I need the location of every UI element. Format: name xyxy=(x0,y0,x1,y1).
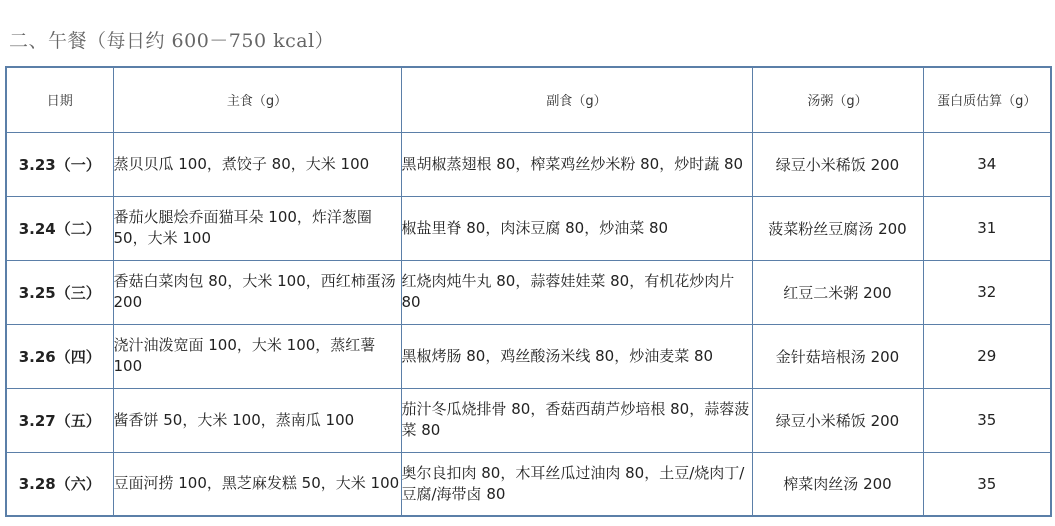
protein-cell: 35 xyxy=(923,388,1051,452)
soup-cell: 金针菇培根汤 200 xyxy=(752,324,923,388)
soup-cell: 红豆二米粥 200 xyxy=(752,260,923,324)
column-header-staple: 主食（g） xyxy=(113,67,401,132)
date-cell: 3.26（四） xyxy=(6,324,113,388)
staple-cell: 香菇白菜肉包 80，大米 100，西红柿蛋汤 200 xyxy=(113,260,401,324)
table-row xyxy=(6,260,1051,324)
side-cell: 黑椒烤肠 80，鸡丝酸汤米线 80，炒油麦菜 80 xyxy=(401,324,752,388)
soup-cell: 榨菜肉丝汤 200 xyxy=(752,452,923,516)
side-cell: 红烧肉炖牛丸 80，蒜蓉娃娃菜 80，有机花炒肉片 80 xyxy=(401,260,752,324)
side-cell: 椒盐里脊 80，肉沫豆腐 80，炒油菜 80 xyxy=(401,196,752,260)
date-cell: 3.27（五） xyxy=(6,388,113,452)
column-header-side: 副食（g） xyxy=(401,67,752,132)
date-cell: 3.28（六） xyxy=(6,452,113,516)
staple-cell: 蒸贝贝瓜 100，煮饺子 80，大米 100 xyxy=(113,132,401,196)
date-cell: 3.23（一） xyxy=(6,132,113,196)
table-row xyxy=(6,452,1051,516)
staple-cell: 豆面河捞 100，黑芝麻发糕 50，大米 100 xyxy=(113,452,401,516)
date-cell: 3.24（二） xyxy=(6,196,113,260)
side-cell: 黑胡椒蒸翅根 80，榨菜鸡丝炒米粉 80，炒时蔬 80 xyxy=(401,132,752,196)
soup-cell: 绿豆小米稀饭 200 xyxy=(752,388,923,452)
side-cell: 茄汁冬瓜烧排骨 80，香菇西葫芦炒培根 80，蒜蓉菠菜 80 xyxy=(401,388,752,452)
table-row xyxy=(6,388,1051,452)
protein-cell: 32 xyxy=(923,260,1051,324)
table-row xyxy=(6,196,1051,260)
lunch-menu-table xyxy=(5,66,1052,517)
staple-cell: 番茄火腿烩乔面猫耳朵 100，炸洋葱圈 50，大米 100 xyxy=(113,196,401,260)
table-row xyxy=(6,324,1051,388)
side-cell: 奥尔良扣肉 80，木耳丝瓜过油肉 80，土豆/烧肉丁/豆腐/海带卤 80 xyxy=(401,452,752,516)
protein-cell: 29 xyxy=(923,324,1051,388)
staple-cell: 浇汁油泼宽面 100，大米 100，蒸红薯 100 xyxy=(113,324,401,388)
protein-cell: 34 xyxy=(923,132,1051,196)
date-cell: 3.25（三） xyxy=(6,260,113,324)
table-row xyxy=(6,132,1051,196)
column-header-protein: 蛋白质估算（g） xyxy=(923,67,1051,132)
staple-cell: 酱香饼 50，大米 100，蒸南瓜 100 xyxy=(113,388,401,452)
protein-cell: 31 xyxy=(923,196,1051,260)
soup-cell: 绿豆小米稀饭 200 xyxy=(752,132,923,196)
table-header-row xyxy=(6,67,1051,132)
soup-cell: 菠菜粉丝豆腐汤 200 xyxy=(752,196,923,260)
section-heading: 二、午餐（每日约 600－750 kcal） xyxy=(9,30,335,52)
column-header-soup: 汤粥（g） xyxy=(752,67,923,132)
protein-cell: 35 xyxy=(923,452,1051,516)
column-header-date: 日期 xyxy=(6,67,113,132)
